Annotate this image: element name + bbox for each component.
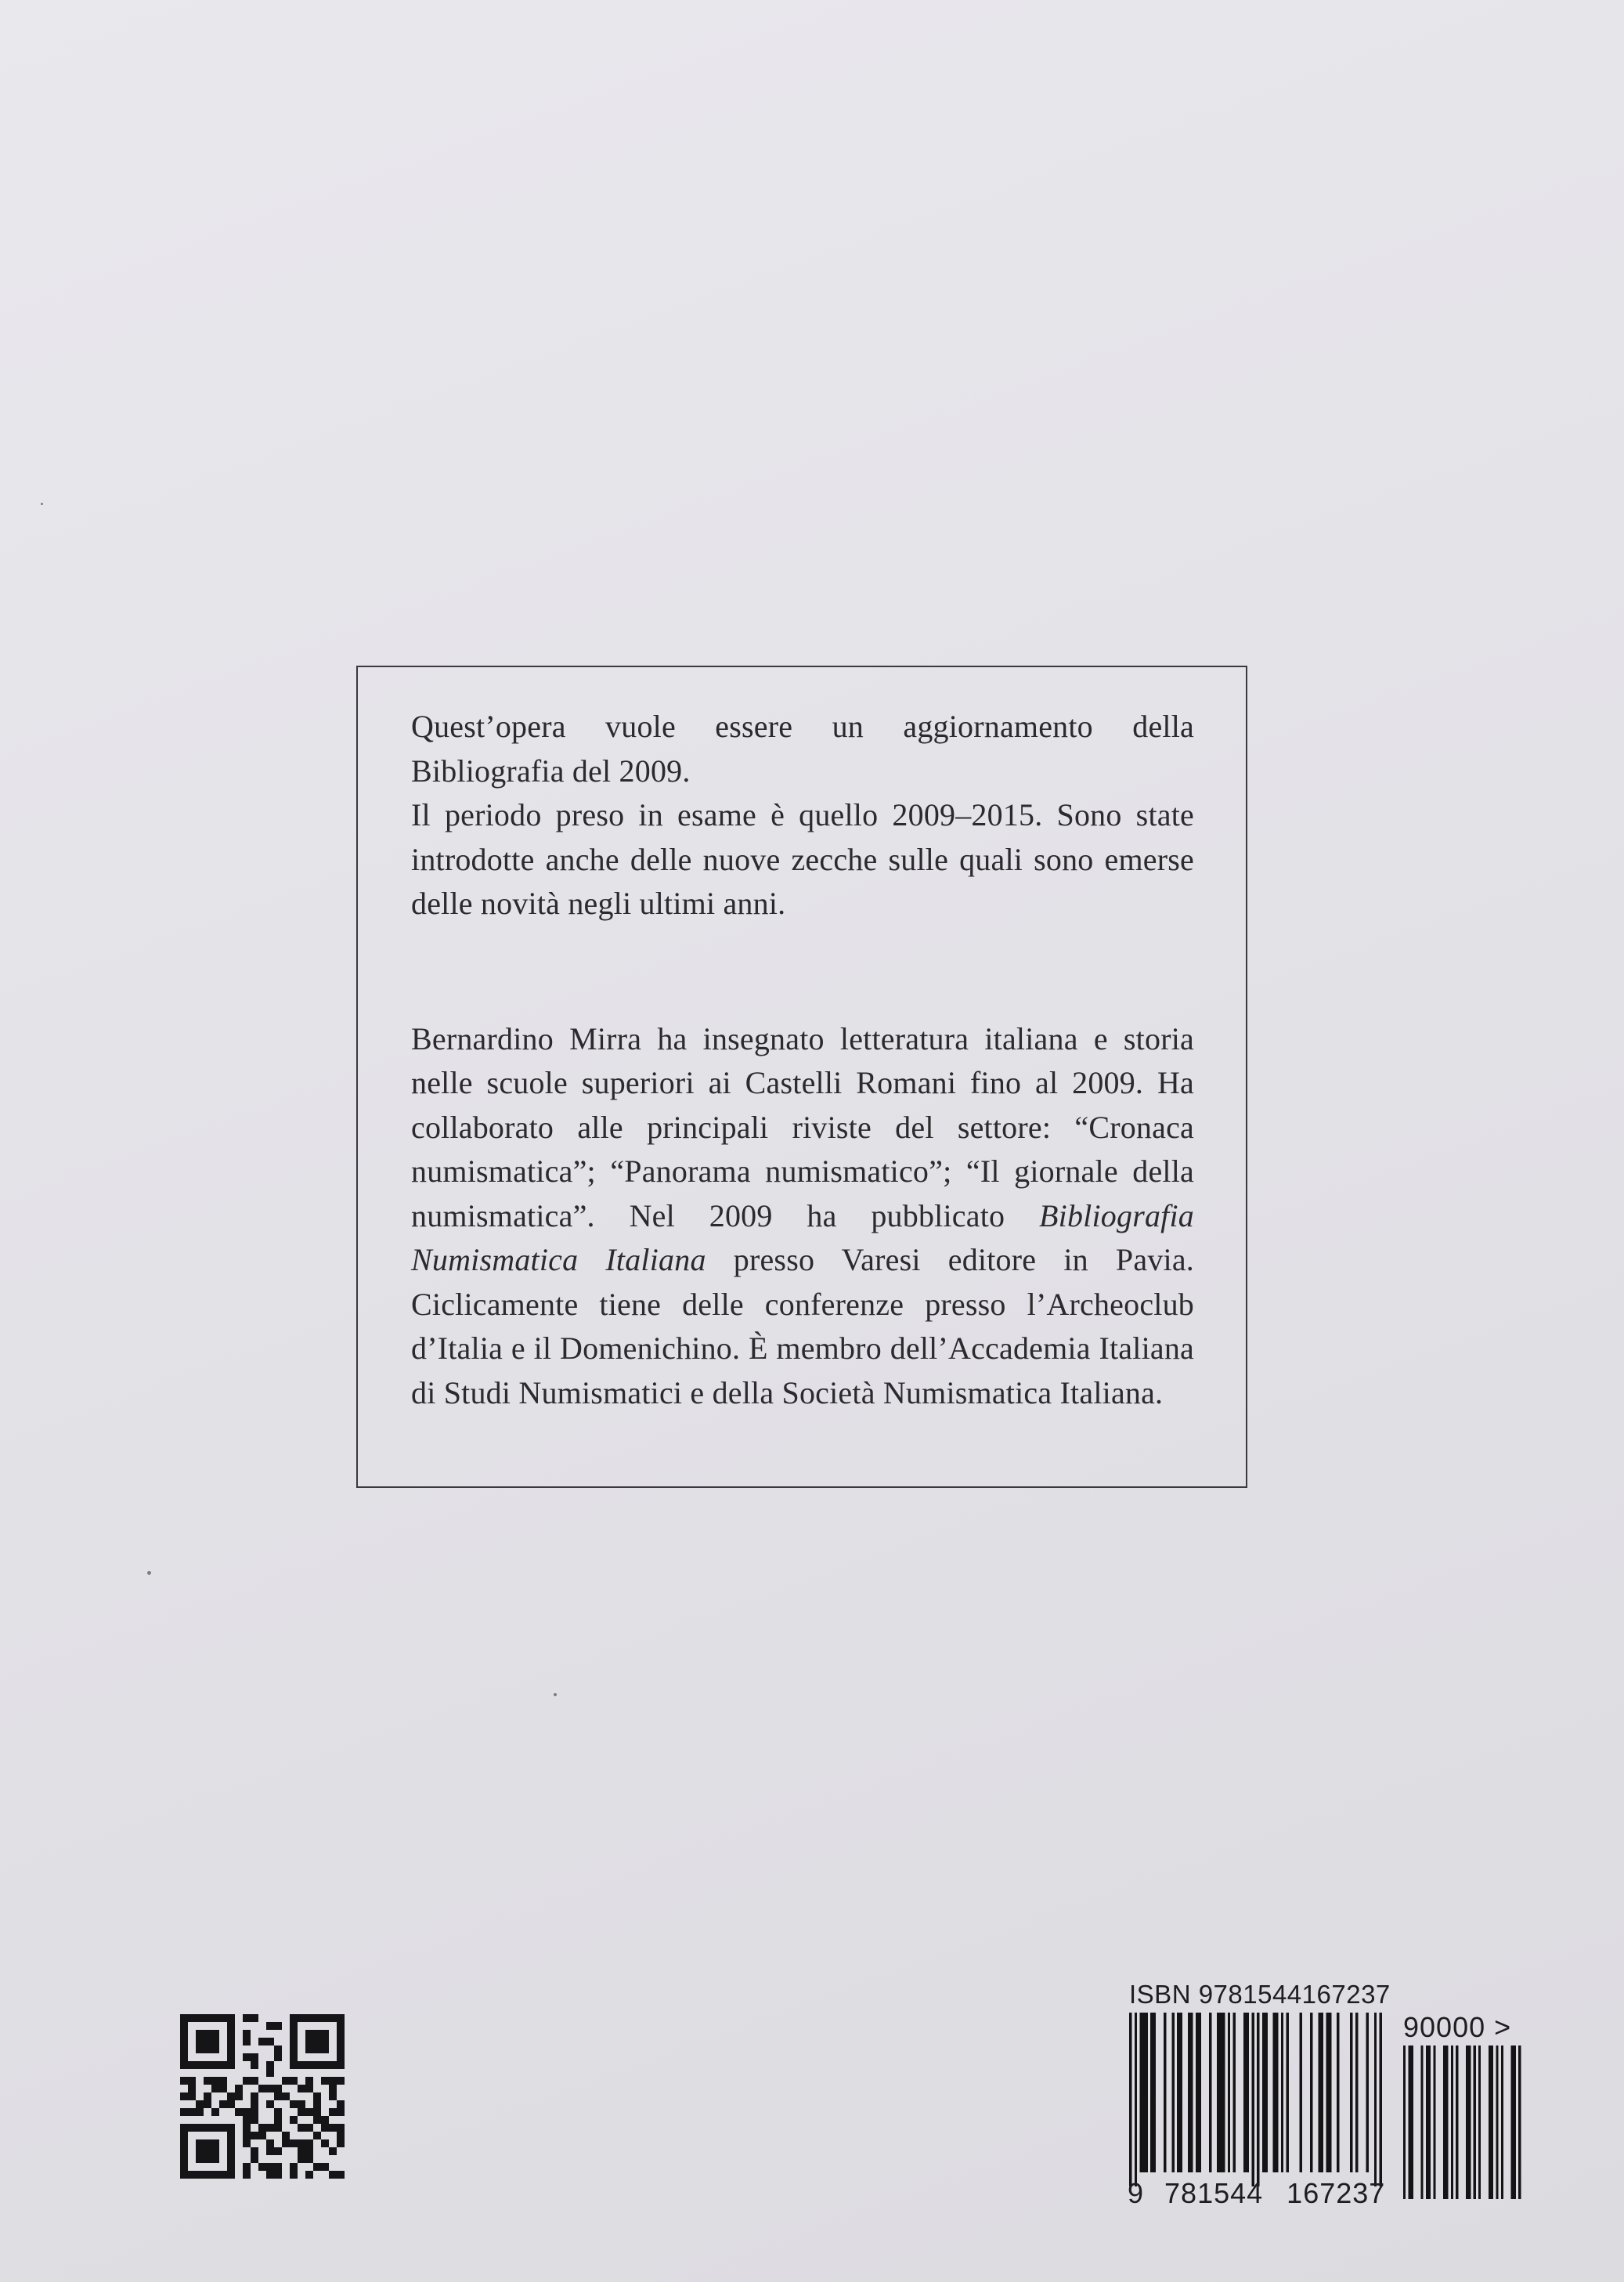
- barcode-bar: [1366, 2013, 1369, 2172]
- addon-bar: [1489, 2045, 1491, 2199]
- addon-bar: [1491, 2045, 1493, 2199]
- barcode-bar: [1142, 2013, 1145, 2172]
- bio-text-part1: Bernardino Mirra ha insegnato letteratura italiana e storia nelle scuole superiori ai Castelli Romani fino al 2009. Ha collaborato alle principali riviste del settore: “Cronaca numismatica”; “Panorama numismatico”; “Il giornale della numismatica”. Nel 2009 ha pubblicato: [411, 1020, 1194, 1233]
- author-bio-paragraph: [411, 1017, 1194, 1416]
- bio-book-title: Bibliografia Numismatica Italiana: [411, 1197, 1194, 1277]
- barcode-bar: [1337, 2013, 1339, 2172]
- barcode-bar: [1310, 2013, 1312, 2172]
- intro-paragraph: [411, 705, 1194, 926]
- ean-digits: [1128, 2177, 1386, 2210]
- barcode-bar: [1233, 2013, 1236, 2172]
- paper-speck: [41, 503, 43, 505]
- barcode-bar: [1329, 2013, 1331, 2172]
- isbn-label: ISBN 9781544167237: [1129, 1980, 1391, 2009]
- barcode-bar: [1318, 2013, 1320, 2172]
- addon-bar: [1443, 2045, 1445, 2199]
- addon-bar: [1426, 2045, 1428, 2199]
- addon-bar: [1428, 2045, 1431, 2199]
- addon-bar: [1468, 2045, 1471, 2199]
- addon-bar: [1451, 2045, 1453, 2199]
- barcode-bar: [1251, 2013, 1254, 2186]
- barcode-bar: [1209, 2013, 1211, 2172]
- addon-bar: [1478, 2045, 1481, 2199]
- addon-bar: [1496, 2045, 1498, 2199]
- barcode-bar: [1355, 2013, 1358, 2172]
- paragraph-gap: [411, 926, 1194, 1017]
- barcode-bar: [1190, 2013, 1193, 2172]
- paper-speck: [147, 1571, 151, 1575]
- barcode-bar: [1265, 2013, 1267, 2172]
- barcode-bar: [1262, 2013, 1265, 2172]
- addon-bar: [1518, 2045, 1521, 2199]
- barcode-bar: [1129, 2013, 1131, 2186]
- barcode-bar: [1220, 2013, 1222, 2172]
- barcode-bar: [1188, 2013, 1190, 2172]
- qr-code-icon: [180, 2014, 345, 2179]
- barcode-bar: [1321, 2013, 1323, 2172]
- intro-sentence: Quest’opera vuole essere un aggiornamento della Bibliografia del 2009.: [411, 709, 1194, 789]
- barcode-bar: [1153, 2013, 1156, 2172]
- addon-bar: [1474, 2045, 1476, 2199]
- barcode-bar: [1171, 2013, 1174, 2172]
- barcode-bar: [1140, 2013, 1142, 2172]
- barcode-bar: [1145, 2013, 1147, 2172]
- barcode-bar: [1276, 2013, 1278, 2172]
- addon-bar: [1466, 2045, 1468, 2199]
- ean-left-group: 781544: [1164, 2177, 1264, 2209]
- addon-bar: [1501, 2045, 1503, 2199]
- barcode-bar: [1374, 2013, 1377, 2186]
- barcode-bar: [1217, 2013, 1219, 2172]
- barcode-bar: [1180, 2013, 1182, 2172]
- isbn-barcode: [1128, 1980, 1554, 2215]
- ean-right-group: 167237: [1287, 2177, 1386, 2209]
- barcode-bar: [1257, 2013, 1259, 2186]
- barcode-bar: [1300, 2013, 1302, 2172]
- barcode-bar: [1350, 2013, 1352, 2172]
- addon-bar: [1408, 2045, 1410, 2199]
- addon-bar: [1403, 2045, 1406, 2199]
- blurb-box: [356, 666, 1247, 1488]
- paper-speck: [554, 1693, 557, 1696]
- barcode-bar: [1177, 2013, 1179, 2172]
- barcode-bar: [1287, 2013, 1289, 2172]
- barcode-bar: [1222, 2013, 1225, 2172]
- barcode-bar: [1164, 2013, 1166, 2172]
- period-sentence: Il periodo preso in esame è quello 2009–2015. Sono state introdotte anche delle nuove zecche sulle quali sono emerse delle novità negli ultimi anni.: [411, 797, 1194, 921]
- barcode-bar: [1247, 2013, 1249, 2172]
- addon-bar: [1456, 2045, 1458, 2199]
- barcode-bar: [1135, 2013, 1137, 2186]
- addon-bar: [1445, 2045, 1448, 2199]
- addon-bar: [1514, 2045, 1516, 2199]
- addon-bar: [1511, 2045, 1514, 2199]
- barcode-bar: [1243, 2013, 1246, 2172]
- barcode-bar: [1198, 2013, 1200, 2172]
- barcode-bar: [1380, 2013, 1382, 2186]
- barcode-bar: [1281, 2013, 1283, 2172]
- barcode-bar: [1326, 2013, 1329, 2172]
- addon-bar: [1420, 2045, 1423, 2199]
- barcode-bar: [1196, 2013, 1198, 2172]
- addon-bar: [1433, 2045, 1435, 2199]
- barcode-bar: [1150, 2013, 1153, 2172]
- barcode-bar: [1228, 2013, 1230, 2172]
- price-code: 90000 >: [1403, 2011, 1512, 2043]
- bio-text-part2: presso Varesi editore in Pavia. Ciclicamente tiene delle conferenze presso l’Archeoclub d’Italia e il Domenichino. È membro dell’Accademia Italiana di Studi Numismatici e della Società Numismatica Italiana.: [411, 1242, 1194, 1410]
- ean-first-digit: 9: [1128, 2177, 1145, 2209]
- barcode-bar: [1273, 2013, 1276, 2172]
- addon-bar: [1411, 2045, 1413, 2199]
